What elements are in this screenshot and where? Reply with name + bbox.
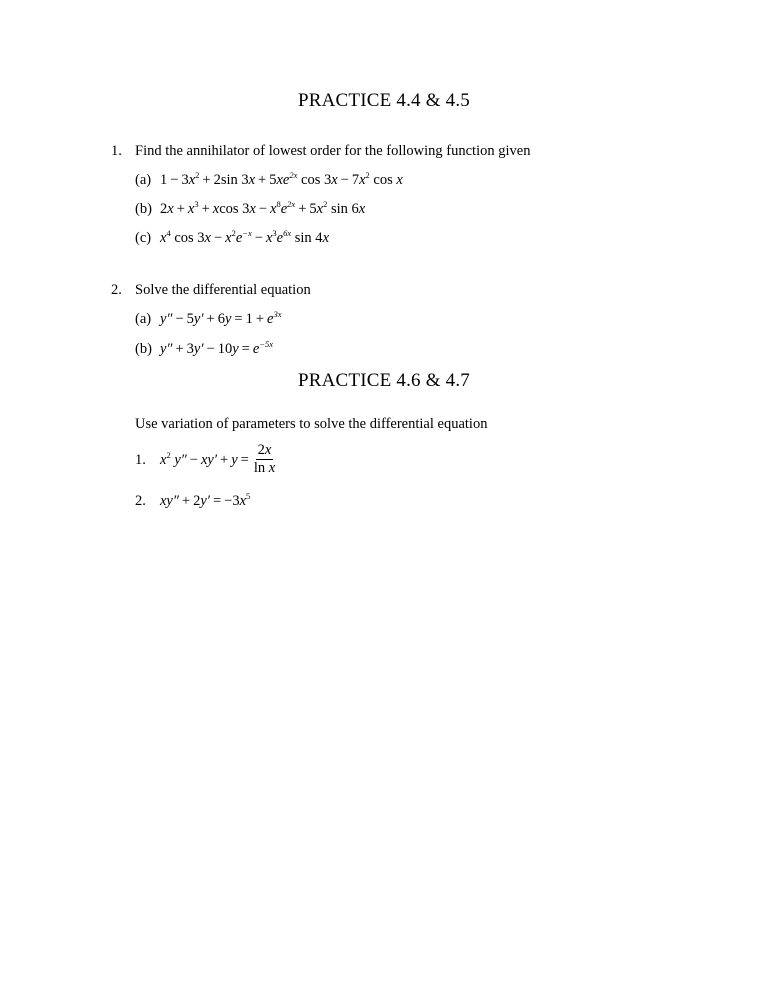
- question-1a: [135, 172, 403, 189]
- question-1b-expression: $2x + x^3 + xcos$ $3x - x^8e^{2x} + 5x^2$ sin 6x: [160, 199, 366, 217]
- fraction-2x-over-ln-x: $\frac{2x}{\text{ln x}}$: [253, 442, 276, 476]
- question-2-prompt: Solve the differential equation: [135, 282, 311, 298]
- question-2b-label: (b): [135, 341, 152, 357]
- question-1: [111, 143, 530, 160]
- problem-1-number: 1.: [135, 451, 146, 468]
- problem-1-equation: $x^2$ y″ − xy′ + y = $\frac{2x}{\text{ln x}}$: [160, 442, 276, 476]
- question-1a-label: (a): [135, 172, 152, 188]
- problem-2-number: 2.: [135, 493, 146, 509]
- question-1c-expression: $x^4$ $\cos 3x - x^2e^{-x} - x^3e^{6x}$ sin 4x: [160, 228, 329, 246]
- problem-1: [135, 443, 277, 478]
- question-2: [111, 282, 311, 299]
- question-1b: [135, 201, 365, 218]
- section-2-intro: Use variation of parameters to solve the differential equation: [135, 416, 488, 432]
- question-2a-label: (a): [135, 311, 152, 327]
- section-heading-4-6-4-7: PRACTICE 4.6 & 4.7: [298, 370, 470, 391]
- section-heading-4-4-4-5: PRACTICE 4.4 & 4.5: [298, 90, 470, 111]
- problem-2: [135, 493, 250, 510]
- question-1c-label: (c): [135, 230, 152, 246]
- problem-2-equation: $xy'' + 2y' = -3x^5$: [160, 491, 251, 509]
- question-2-number: 2.: [111, 282, 122, 298]
- question-2b: [135, 341, 273, 358]
- question-1-prompt: Find the annihilator of lowest order for the following function given: [135, 143, 531, 159]
- question-1a-expression: $1 - 3x^2 + 2\sin$ $3x + 5xe^{2x}$ $\cos 3x - 7x^2$ cos x: [160, 170, 403, 188]
- question-1-number: 1.: [111, 143, 122, 159]
- question-2b-equation: $y'' + 3y' - 10y = e^{-5x}$: [160, 339, 274, 357]
- question-1b-label: (b): [135, 201, 152, 217]
- question-2a: [135, 311, 282, 328]
- question-2a-equation: $y'' - 5y' + 6y = 1 + e^{3x}$: [160, 309, 282, 327]
- question-1c: [135, 230, 329, 247]
